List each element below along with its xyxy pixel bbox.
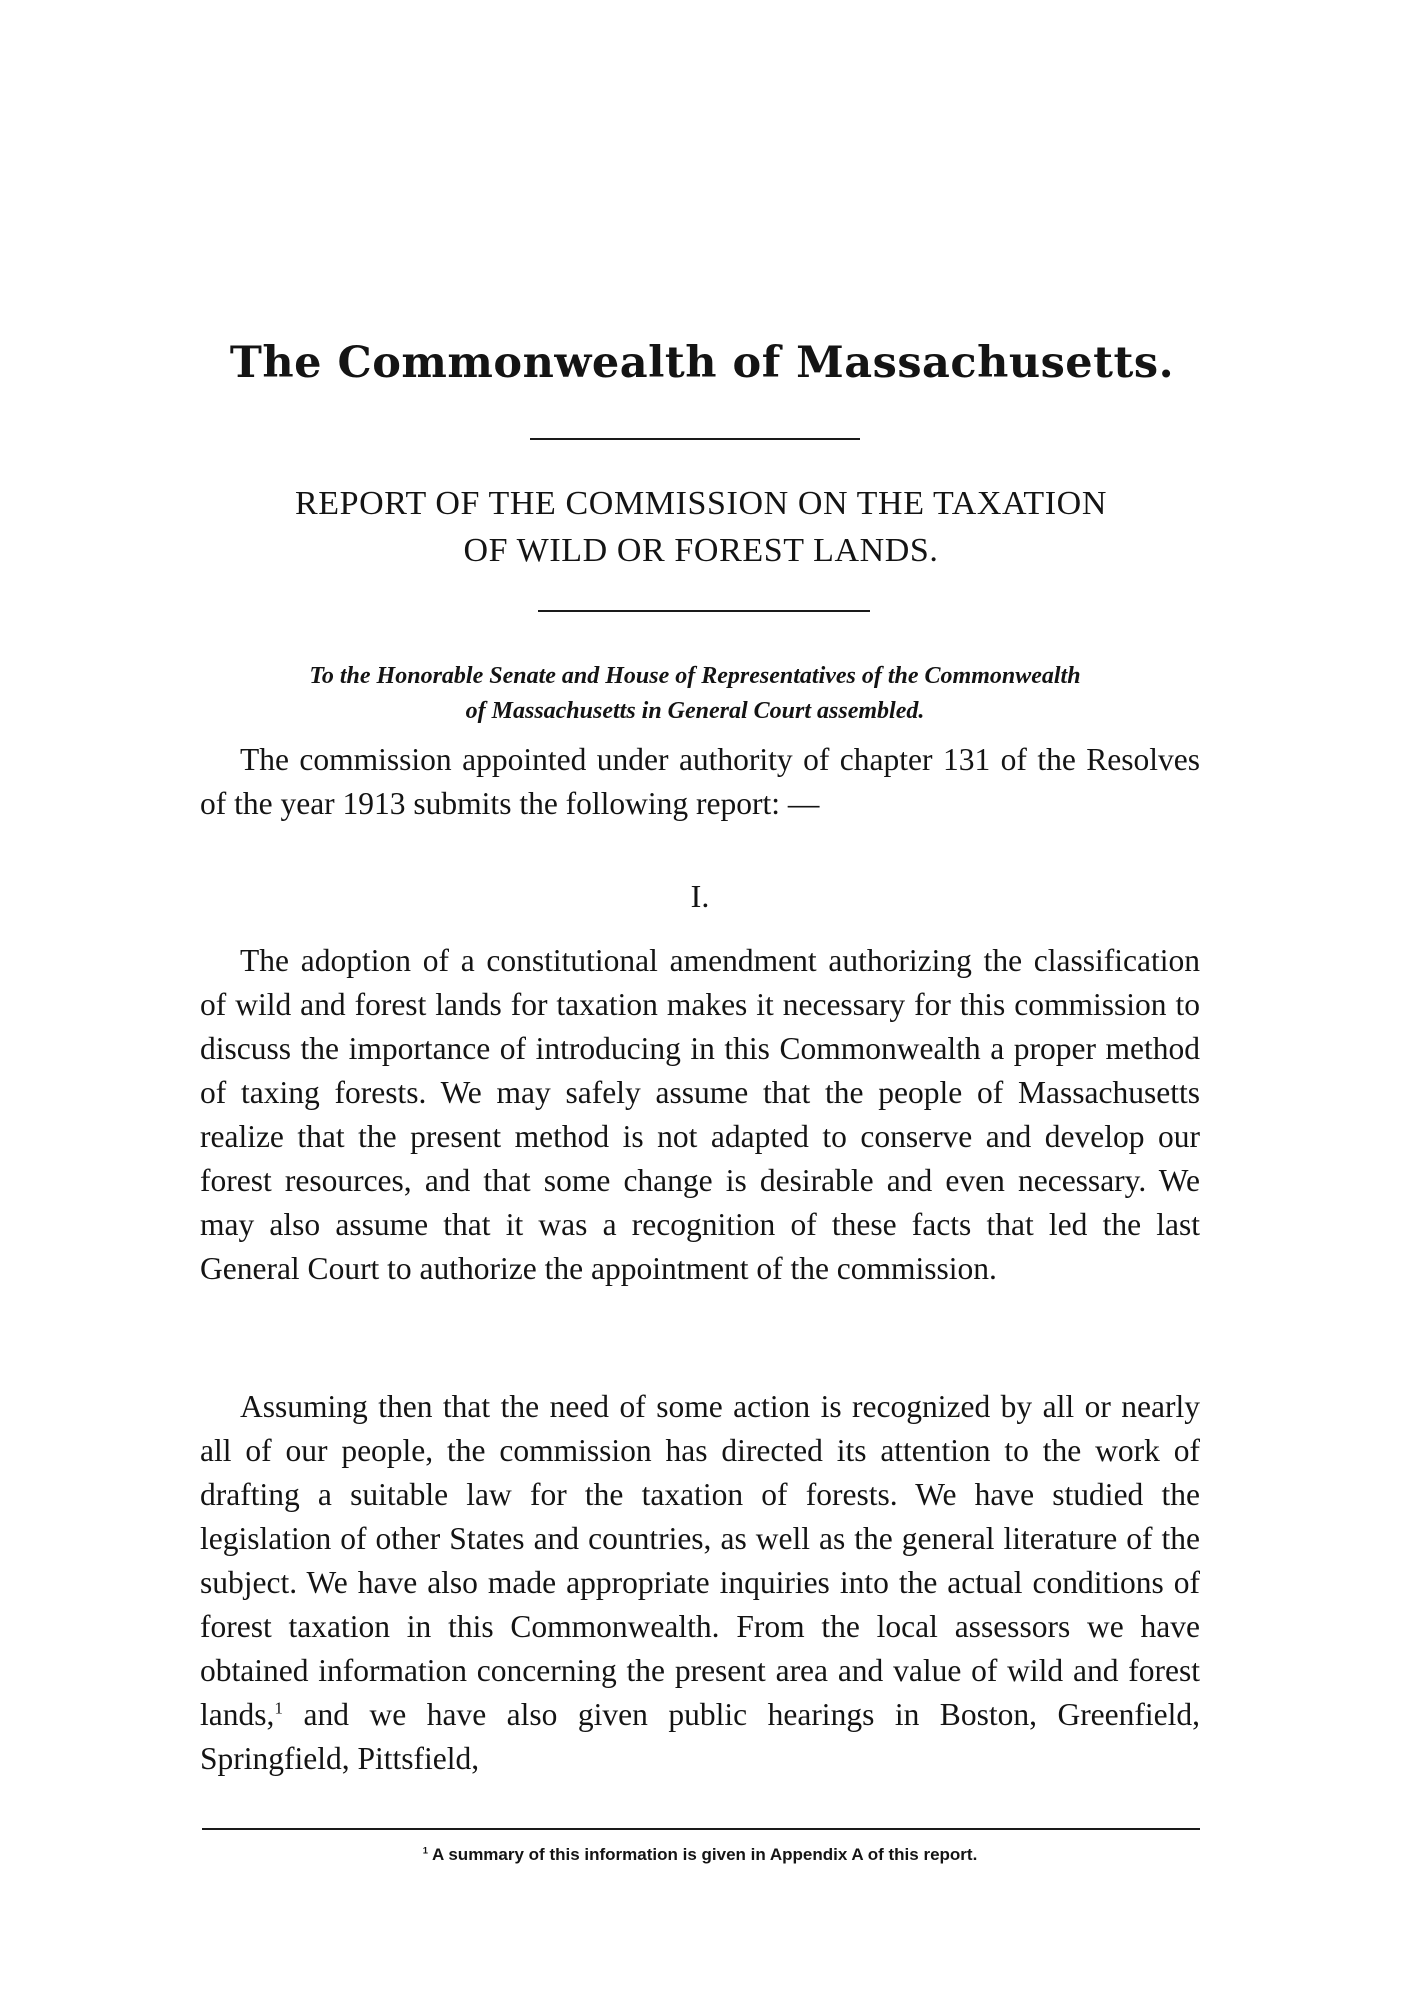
report-title — [190, 480, 1212, 574]
masthead-blackletter-title: The Commonwealth of Massachusetts. — [229, 338, 1175, 388]
body-paragraph-2-text — [200, 1385, 1200, 1781]
salutation-line-2: of Massachusetts in General Court assembled. — [465, 698, 925, 724]
body-paragraph-1-text: The adoption of a constitutional amendment authorizing the classification of wild and forest lands for taxation makes it necessary for this commission to discuss the importance of introducing in this Commonwealth a proper method of taxing forests. We may safely assume that the people of Massachusetts realize that the present method is not adapted to conserve and develop our forest resources, and that some change is desirable and even necessary. We may also assume that it was a recognition of these facts that led the last General Court to authorize the appointment of the commission. — [200, 943, 1200, 1286]
body-paragraph-2-after-note: and we have also given public hearings in Boston, Greenfield, Springfield, Pittsfield, — [200, 1697, 1200, 1776]
footnote-text: A summary of this information is given in Appendix A of this report. — [427, 1845, 978, 1864]
intro-paragraph — [200, 738, 1200, 826]
body-paragraph-2-before-note: Assuming then that the need of some action is recognized by all or nearly all of our people, the commission has directed its attention to the work of drafting a suitable law for the taxation of forests. We have studied the legislation of other States and countries, as well as the general literature of the subject. We have also made appropriate inquiries into the actual conditions of forest taxation in this Commonwealth. From the local assessors we have obtained information concerning the present area and value of wild and forest lands, — [200, 1389, 1200, 1732]
intro-paragraph-text: The commission appointed under authority of chapter 131 of the Resolves of the year 1913 submits the following report: — — [200, 742, 1200, 821]
section-heading: I. — [690, 878, 710, 914]
footnote-reference: 1 — [274, 1698, 284, 1718]
footnote-rule — [202, 1828, 1200, 1830]
title-rule-top — [530, 438, 860, 440]
footnote — [200, 1843, 1200, 1867]
salutation — [190, 659, 1200, 729]
body-paragraph-1 — [200, 939, 1200, 1291]
title-rule-bottom — [538, 610, 870, 612]
body-paragraph-2 — [200, 1385, 1200, 1781]
footnote-marker: 1 — [422, 1845, 428, 1856]
report-title-line-2: OF WILD OR FOREST LANDS. — [463, 532, 939, 569]
salutation-line-1: To the Honorable Senate and House of Representatives of the Commonwealth — [309, 663, 1081, 689]
report-title-line-1: REPORT OF THE COMMISSION ON THE TAXATION — [294, 485, 1107, 522]
